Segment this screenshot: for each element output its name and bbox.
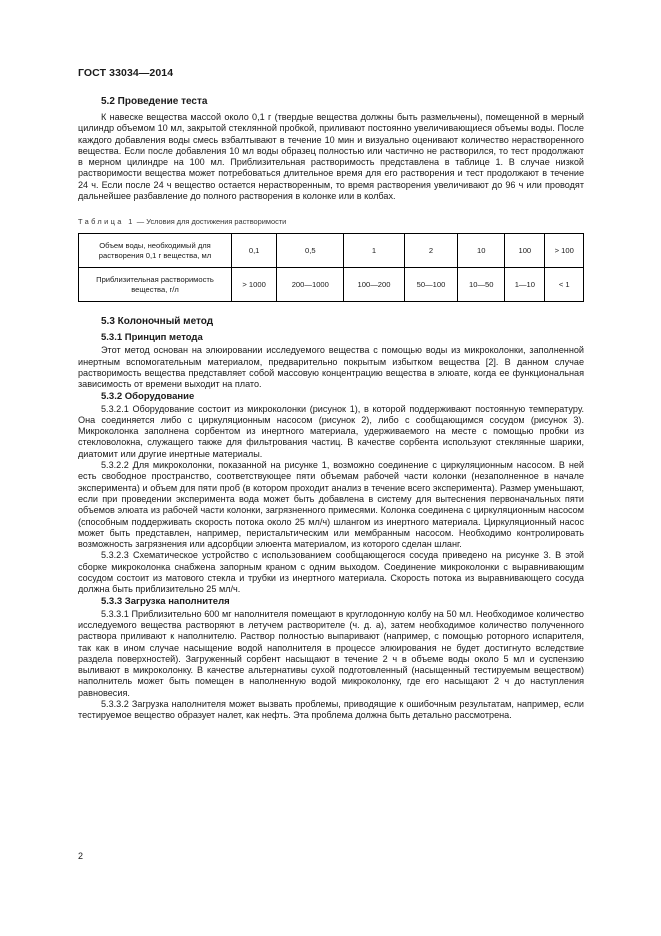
section-5-2-paragraph: К навеске вещества массой около 0,1 г (твердые вещества должны быть размельчены), помещенной в мерный цилиндр объемом 10 мл, закрытой стеклянной пробкой, приливают постоянно увеличивающиеся объемы воды. После каждого добавления воды смесь взбалтывают в течение 10 мин и визуально оценивают количество нерастворенного вещества. Если после добавления 10 мл воды образец полностью или частично не растворился, то тест продолжают в мерном цилиндре на 100 мл. Приблизительная растворимость представлена в таблице 1. В случае низкой растворимости вещества может потребоваться длительное время для его растворения и тест продолжают в течение 24 ч. Если после 24 ч вещество остается нерастворенным, то время растворения увеличивают до 96 ч или проводят дальнейшее разбавление до полного растворения в колонке или в колбах.	[78, 112, 584, 202]
table-cell: > 1000	[232, 268, 277, 302]
table-row-header: Приблизительная растворимость вещества, г/л	[79, 268, 232, 302]
table-cell: 50—100	[404, 268, 458, 302]
table-1-caption-text: — Условия для достижения растворимости	[134, 217, 287, 227]
table-cell: 0,5	[277, 234, 344, 268]
section-5-3-1-heading: 5.3.1 Принцип метода	[101, 332, 203, 344]
table-cell: 2	[404, 234, 458, 268]
table-cell: 100—200	[344, 268, 404, 302]
table-row-water-volume	[79, 234, 584, 268]
table-cell: 1—10	[505, 268, 545, 302]
document-body	[78, 96, 584, 722]
section-5-3-2-1-paragraph: 5.3.2.1 Оборудование состоит из микроколонки (рисунок 1), в которой поддерживают постоянную температуру. Она соединяется либо с циркуляционным насосом (рисунок 2), либо с сообщающимся сосудом (рисунок 3). Микроколонка заполнена сорбентом из инертного материала, удерживаемого на месте с помощью пробки из стекловолокна, служащего также для фильтрования частиц. В качестве сорбента используют стеклянные шарики, диатомит или другие инертные материалы.	[78, 403, 584, 459]
table-cell: 10—50	[458, 268, 505, 302]
table-cell: 10	[458, 234, 505, 268]
section-5-3-2-2-paragraph: 5.3.2.2 Для микроколонки, показанной на рисунке 1, возможно соединение с циркуляционным насосом. В ней есть свободное пространство, соответствующее пяти объемам рабочей части колонки (незаполненное в начале эксперимента) и объем для пяти проб (в котором проходит анализ в течение всего эксперимента). Размер уменьшают, если при проведении эксперимента вода может быть добавлена в систему для вытеснения первоначальных пяти объемов элюата из рабочей части колонки, загрязненного примесями. Колонка соединена с циркуляционным насосом (способным поддерживать скорость потока около 25 мл/ч) шлангом из инертного материала. Циркуляционный насос может быть представлен, например, перистальтическим или мембранным насосом. Необходимо контролировать возможность загрязнения или адсорбции элюента материалом, из которого сделан шланг.	[78, 460, 584, 550]
table-row-solubility	[79, 268, 584, 302]
table-cell: 1	[344, 234, 404, 268]
section-5-3-3-heading: 5.3.3 Загрузка наполнителя	[101, 595, 230, 607]
section-5-3-2-heading: 5.3.2 Оборудование	[101, 390, 195, 402]
table-cell: 100	[505, 234, 545, 268]
section-5-3-2-3-paragraph: 5.3.2.3 Схематическое устройство с использованием сообщающегося сосуда приведено на рисунке 3. В этой сборке микроколонка снабжена запорным краном с одним выходом. Соединение микроколонки с выравнивающим сосудом состоит из матового стекла и трубки из инертного материала. Скорость потока из выравнивающего сосуда должна быть приблизительно 25 мл/ч.	[78, 550, 584, 595]
section-5-3-3-2-paragraph: 5.3.3.2 Загрузка наполнителя может вызвать проблемы, приводящие к ошибочным результатам, например, если тестируемое вещество образует налет, как нефть. Эта проблема должна быть детально рассмотрена.	[78, 698, 584, 721]
table-1-caption-label: Таблица 1	[78, 217, 135, 227]
document-header: ГОСТ 33034—2014	[78, 67, 174, 79]
section-5-3-3-1-paragraph: 5.3.3.1 Приблизительно 600 мг наполнителя помещают в круглодонную колбу на 50 мл. Необходимое количество исследуемого вещества растворяют в летучем растворителе (ч. д. а), затем необходимое количество полученного раствора приливают к наполнителю. Раствор полностью выпаривают (например, с помощью роторного испарителя, так как в ином случае насыщение водой наполнителя в процессе элюирования не будет достигнуто вследствие раздела поверхностей). Загруженный сорбент насыщают в течение 2 ч в объеме воды около 5 мл и суспензию выливают в микроколонку. В качестве альтернативы сухой подготовленный (насыщенный тестируемым веществом) наполнитель может быть помещен в наполненную водой микроколонку, где его насыщают 2 ч до наступления равновесия.	[78, 608, 584, 698]
table-cell: > 100	[545, 234, 584, 268]
section-5-3-heading: 5.3 Колоночный метод	[101, 316, 214, 328]
table-row-header: Объем воды, необходимый для растворения 0,1 г вещества, мл	[79, 234, 232, 268]
page-number: 2	[78, 851, 84, 861]
table-cell: < 1	[545, 268, 584, 302]
section-5-3-1-paragraph: Этот метод основан на элюировании исследуемого вещества с помощью воды из микроколонки, заполненной инертным вспомогательным материалом, предварительно покрытым избытком вещества [2]. В данном случае растворимость вещества представляет собой массовую концентрацию вещества в элюате, когда ее функциональная зависимость от времени выходит на плато.	[78, 345, 584, 390]
solubility-table	[78, 233, 584, 302]
table-cell: 200—1000	[277, 268, 344, 302]
section-5-2-heading: 5.2 Проведение теста	[101, 96, 208, 107]
table-1-caption	[78, 217, 584, 227]
table-cell: 0,1	[232, 234, 277, 268]
